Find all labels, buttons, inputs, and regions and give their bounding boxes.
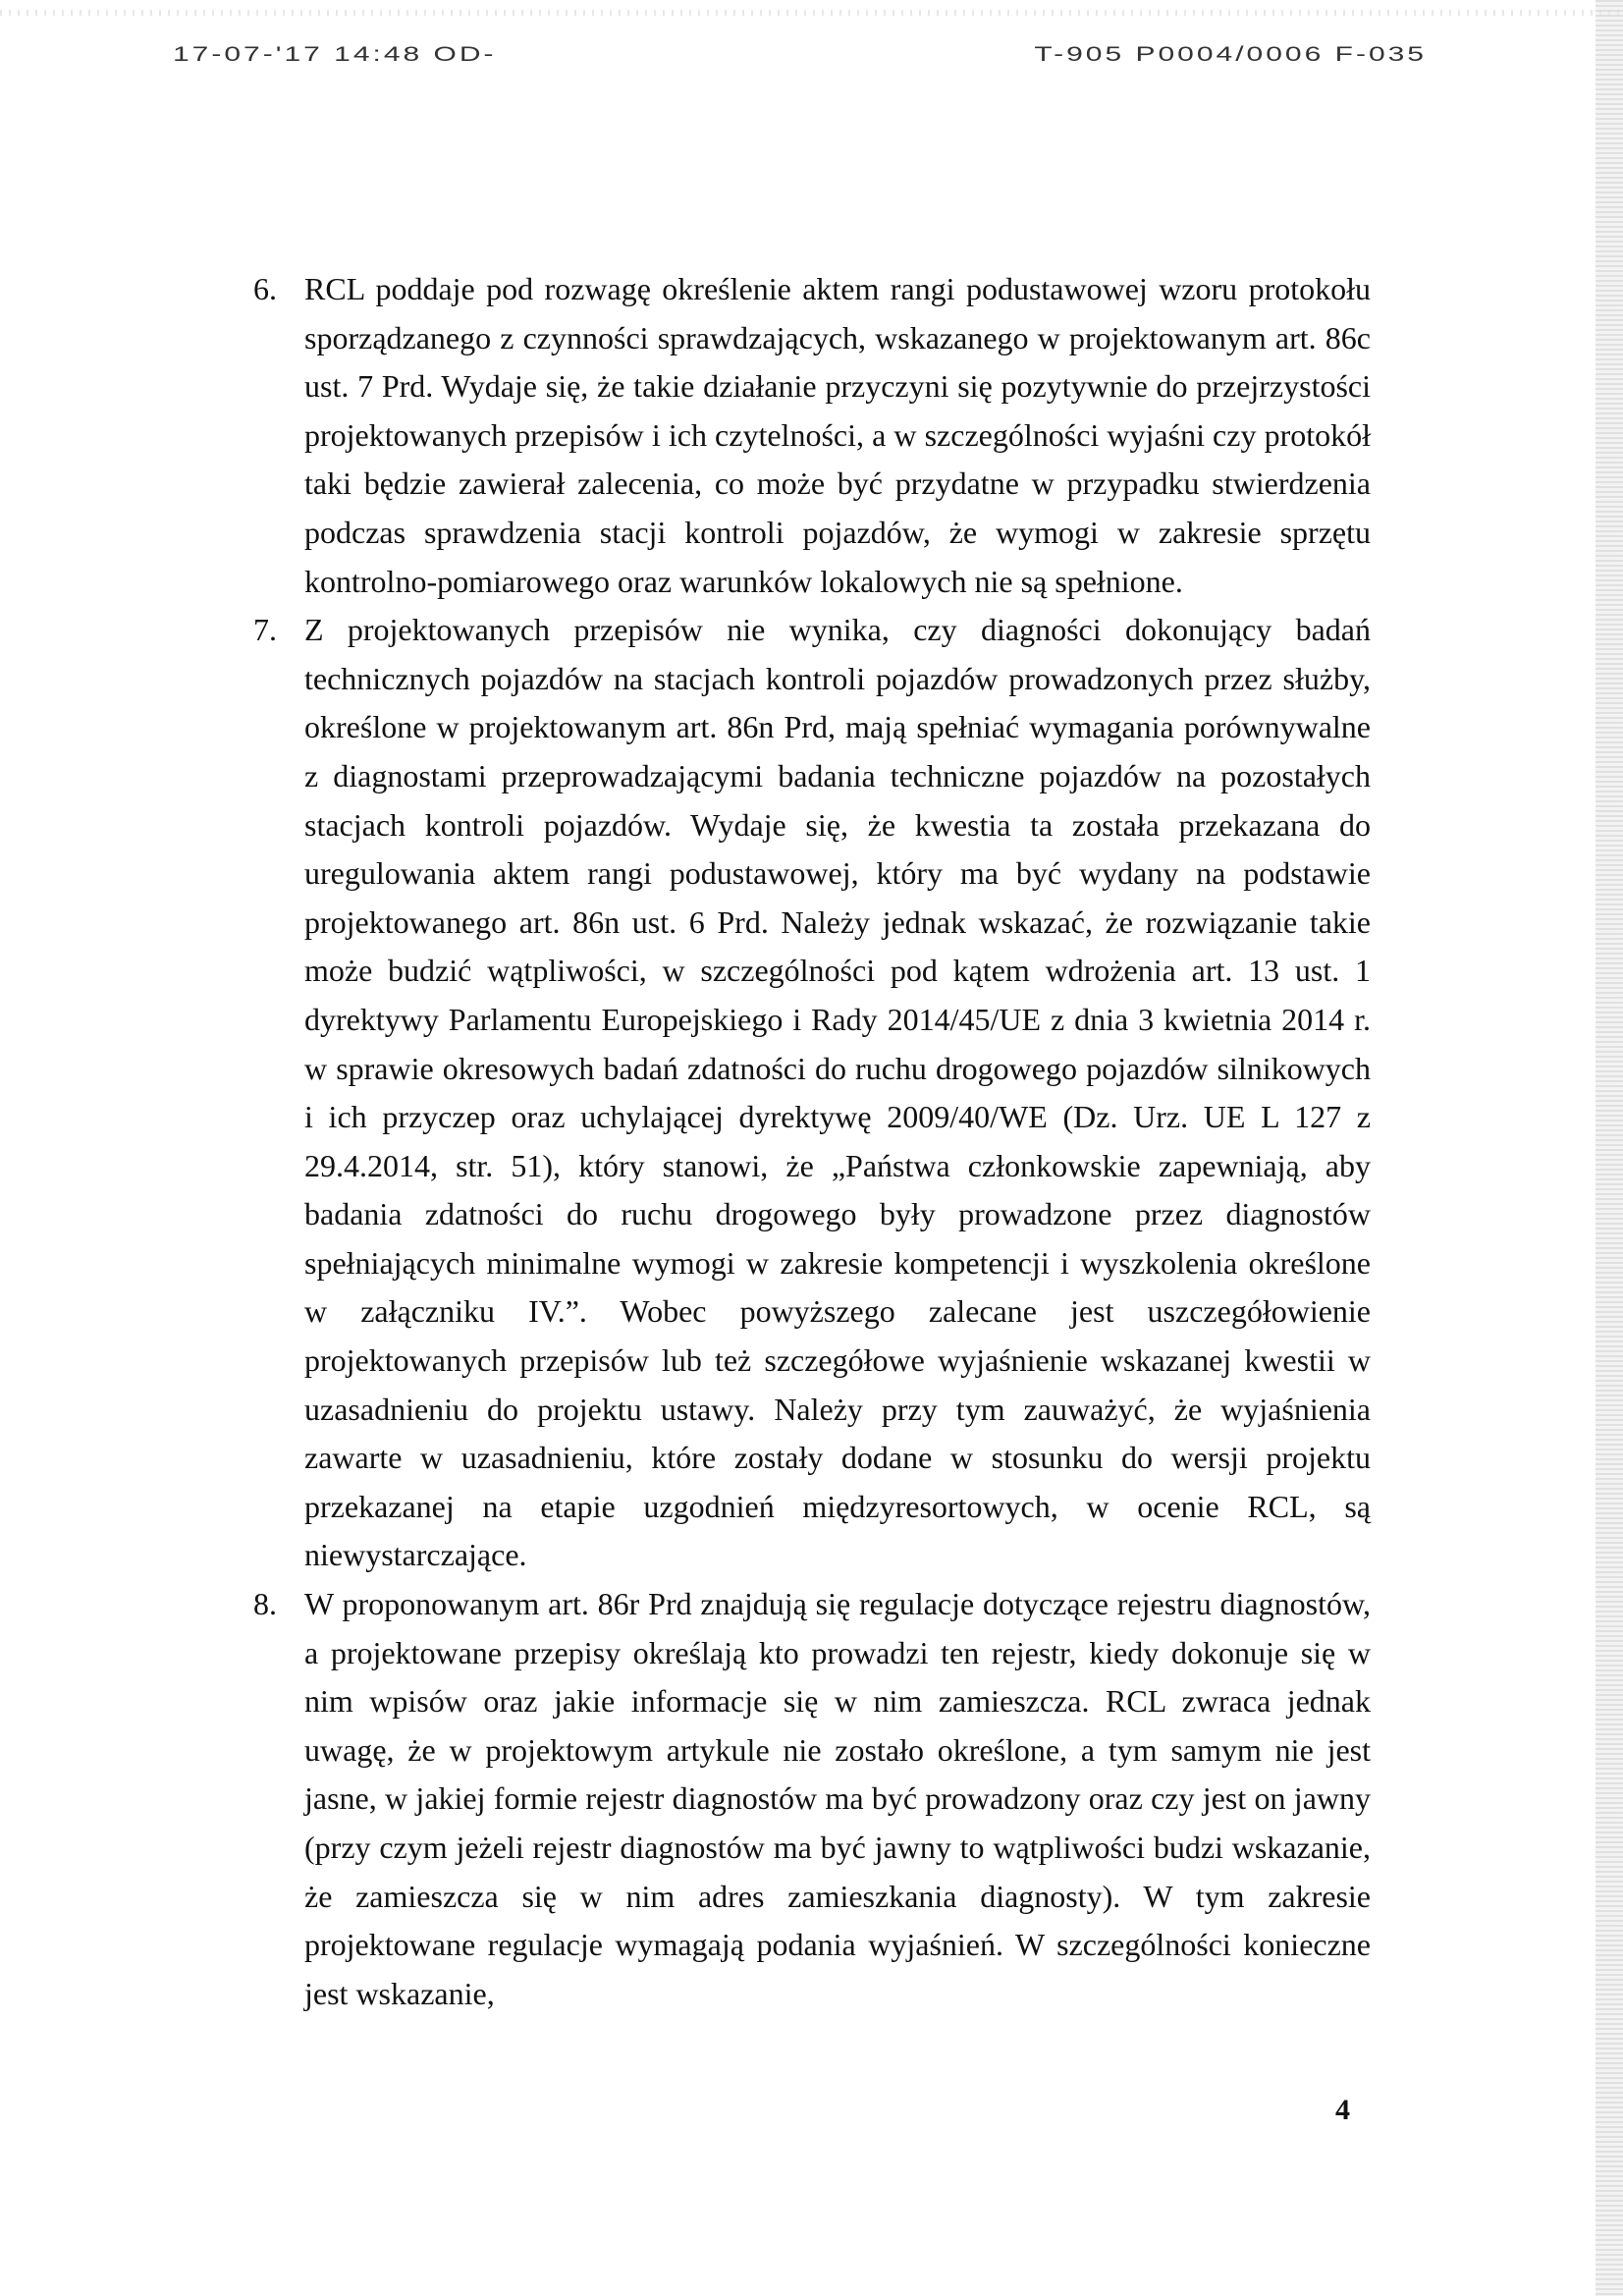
scan-noise-top — [0, 10, 1623, 16]
scan-edge-artifact — [1596, 0, 1623, 2296]
document-body — [253, 265, 1371, 2018]
item-text: W proponowanym art. 86r Prd znajdują się regulacje dotyczące rejestru diagnostów, a projektowane przepisy określają kto prowadzi ten rejestr, kiedy dokonuje się w nim wpisów oraz jakie informacje się w nim zamieszcza. RCL zwraca jednak uwagę, że w projektowym artykule nie zostało określone, a tym samym nie jest jasne, w jakiej formie rejestr diagnostów ma być prowadzony oraz czy jest on jawny (przy czym jeżeli rejestr diagnostów ma być jawny to wątpliwości budzi wskazanie, że zamieszcza się w nim adres zamieszkania diagnosty). W tym zakresie projektowane regulacje wymagają podania wyjaśnień. W szczególności konieczne jest wskazanie, — [304, 1586, 1371, 2011]
item-number: 8. — [253, 1586, 277, 1622]
fax-header — [0, 43, 1623, 82]
item-text: RCL poddaje pod rozwagę określenie aktem rangi podustawowej wzoru protokołu sporządzanego z czynności sprawdzających, wskazanego w projektowanym art. 86c ust. 7 Prd. Wydaje się, że takie działanie przyczyni się pozytywnie do przejrzystości projektowanych przepisów i ich czytelności, a w szczególności wyjaśni czy protokół taki będzie zawierał zalecenia, co może być przydatne w przypadku stwierdzenia podczas sprawdzenia stacji kontroli pojazdów, że wymogi w zakresie sprzętu kontrolno-pomiarowego oraz warunków lokalowych nie są spełnione. — [304, 271, 1371, 599]
item-text: Z projektowanych przepisów nie wynika, czy diagności dokonujący badań technicznych pojazdów na stacjach kontroli pojazdów prowadzonych przez służby, określone w projektowanym art. 86n Prd, mają spełniać wymagania porównywalne z diagnostami przeprowadzającymi badania techniczne pojazdów na pozostałych stacjach kontroli pojazdów. Wydaje się, że kwestia ta została przekazana do uregulowania aktem rangi podustawowej, który ma być wydany na podstawie projektowanego art. 86n ust. 6 Prd. Należy jednak wskazać, że rozwiązanie takie może budzić wątpliwości, w szczególności pod kątem wdrożenia art. 13 ust. 1 dyrektywy Parlamentu Europejskiego i Rady 2014/45/UE z dnia 3 kwietnia 2014 r. w sprawie okresowych badań zdatności do ruchu drogowego pojazdów silnikowych i ich przyczep oraz uchylającej dyrektywę 2009/40/WE (Dz. Urz. UE L 127 z 29.4.2014, str. 51), który stanowi, że „Państwa członkowskie zapewniają, aby badania zdatności do ruchu drogowego były prowadzone przez diagnostów spełniających minimalne wymogi w zakresie kompetencji i wyszkolenia określone w załączniku IV.”. Wobec powyższego zalecane jest uszczegółowienie projektowanych przepisów lub też szczegółowe wyjaśnienie wskazanej kwestii w uzasadnieniu do projektu ustawy. Należy przy tym zauważyć, że wyjaśnienia zawarte w uzasadnieniu, które zostały dodane w stosunku do wersji projektu przekazanej na etapie uzgodnień międzyresortowych, w ocenie RCL, są niewystarczające. — [304, 612, 1371, 1573]
list-item-7 — [253, 606, 1371, 1580]
list-item-8 — [253, 1580, 1371, 2018]
list-item-6 — [253, 265, 1371, 606]
fax-header-left: 17-07-'17 14:48 OD- — [173, 43, 497, 67]
item-number: 6. — [253, 271, 277, 306]
page-number: 4 — [1335, 2094, 1350, 2126]
item-number: 7. — [253, 612, 277, 648]
fax-header-right: T-905 P0004/0006 F-035 — [1034, 43, 1427, 67]
